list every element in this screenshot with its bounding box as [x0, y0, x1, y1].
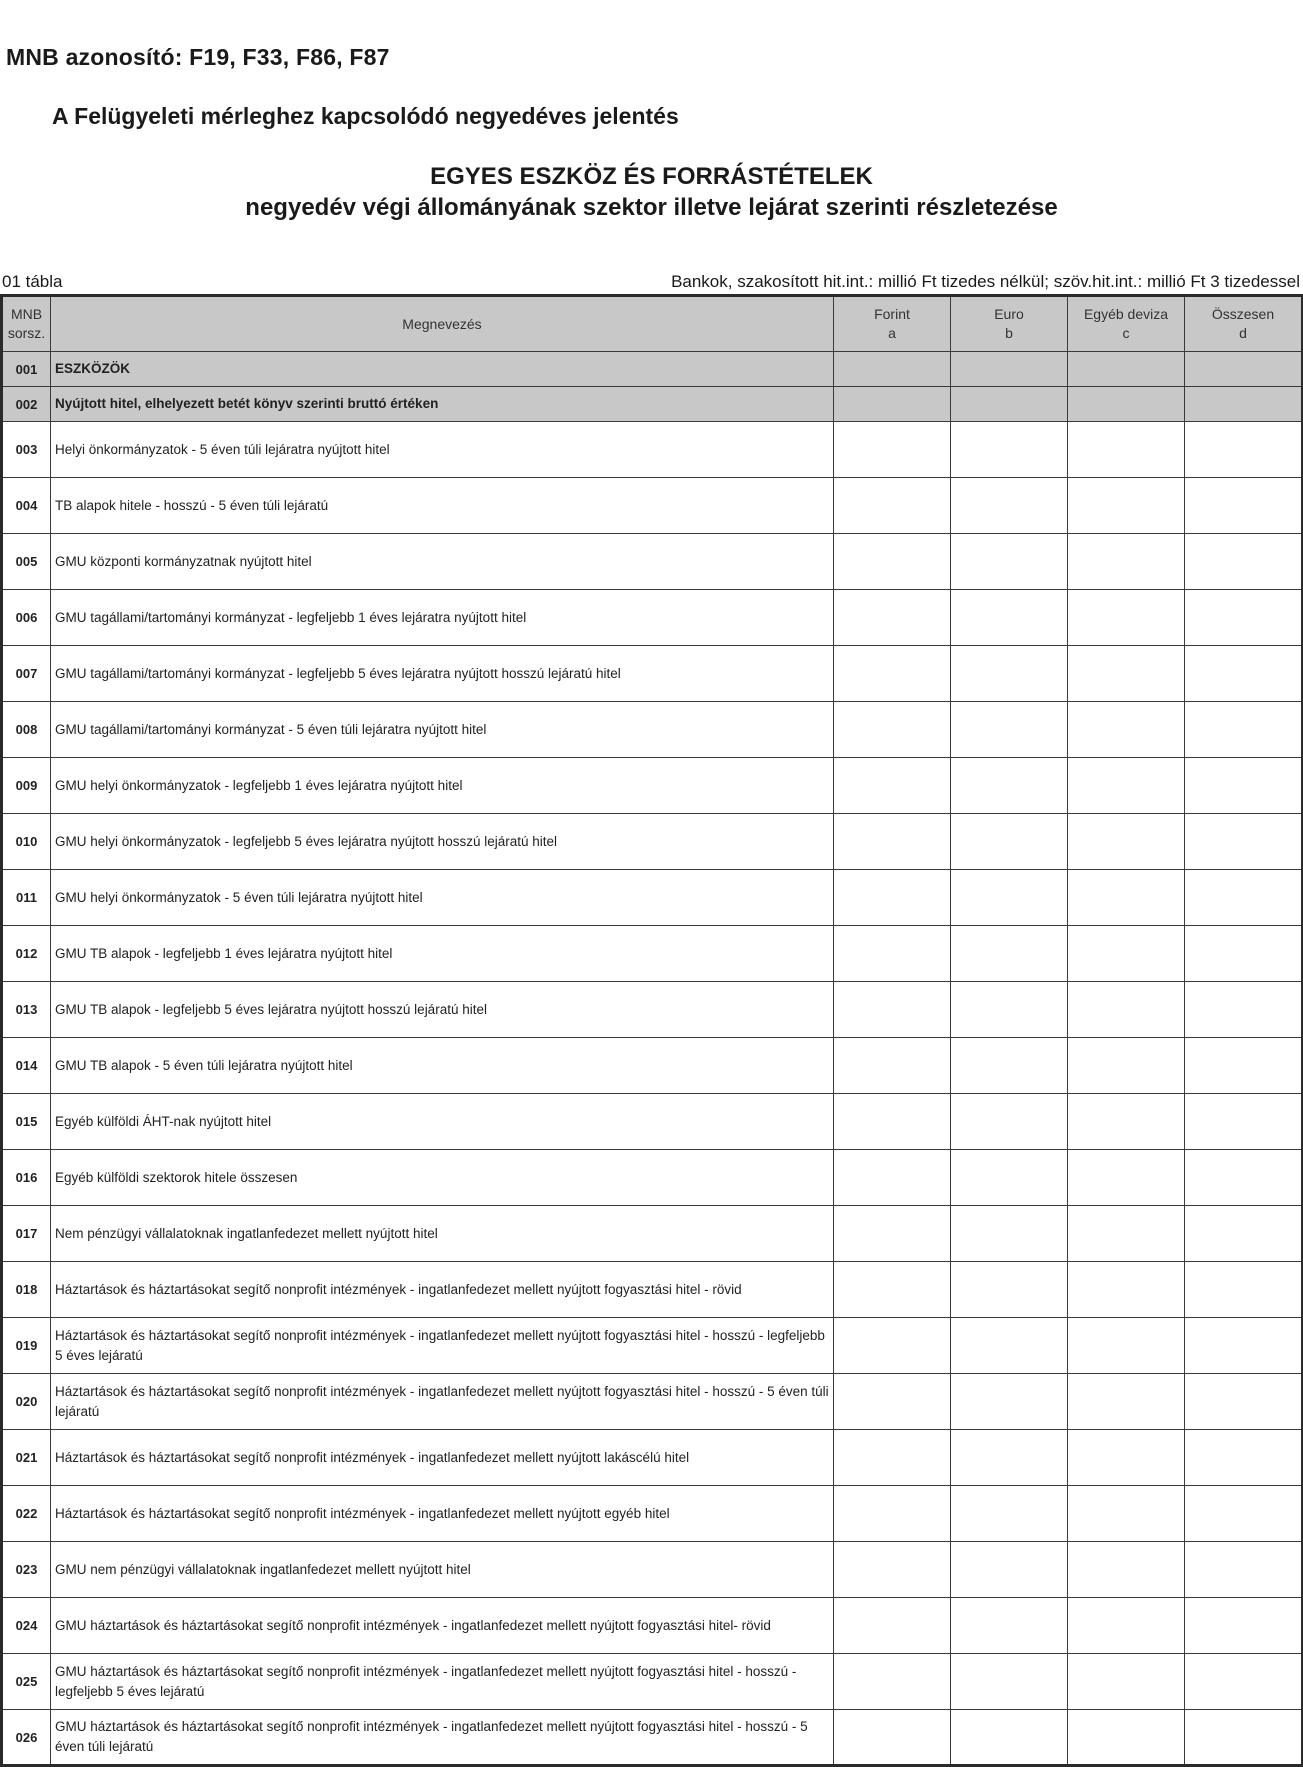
units-note: Bankok, szakosított hit.int.: millió Ft tizedes nélkül; szöv.hit.int.: millió Ft 3 tizedessel: [671, 272, 1300, 291]
value-cell-forint: [834, 352, 951, 387]
table-row: [2, 387, 1303, 422]
table-row: [2, 590, 1303, 646]
value-cell-total[interactable]: [1185, 1598, 1303, 1654]
row-code: 016: [2, 1150, 51, 1206]
row-label: GMU háztartások és háztartásokat segítő nonprofit intézmények - ingatlanfedezet mellett nyújtott fogyasztási hitel - hosszú - 5 éven túli lejáratú: [51, 1710, 834, 1766]
row-code: 014: [2, 1038, 51, 1094]
main-title: [0, 161, 1303, 223]
column-header-other-currency-label: Egyéb deviza: [1083, 306, 1169, 322]
value-cell-euro: [951, 352, 1068, 387]
value-cell-euro[interactable]: [951, 422, 1068, 478]
row-label: ESZKÖZÖK: [51, 352, 834, 387]
value-cell-forint[interactable]: [834, 1318, 951, 1374]
value-cell-forint[interactable]: [834, 1486, 951, 1542]
column-header-name: Megnevezés: [51, 296, 834, 352]
value-cell-other-currency[interactable]: [1068, 534, 1185, 590]
value-cell-total: [1185, 387, 1303, 422]
value-cell-other-currency[interactable]: [1068, 982, 1185, 1038]
value-cell-total[interactable]: [1185, 1318, 1303, 1374]
table-row: [2, 758, 1303, 814]
value-cell-total[interactable]: [1185, 926, 1303, 982]
table-row: [2, 1542, 1303, 1598]
value-cell-other-currency[interactable]: [1068, 758, 1185, 814]
value-cell-euro[interactable]: [951, 702, 1068, 758]
row-code: 005: [2, 534, 51, 590]
value-cell-euro[interactable]: [951, 1094, 1068, 1150]
value-cell-total[interactable]: [1185, 1374, 1303, 1430]
column-header-total: [1185, 296, 1303, 352]
table-row: [2, 1262, 1303, 1318]
table-id: 01 tábla: [2, 272, 63, 291]
value-cell-other-currency[interactable]: [1068, 702, 1185, 758]
table-row: [2, 1094, 1303, 1150]
value-cell-euro[interactable]: [951, 1374, 1068, 1430]
row-label: Helyi önkormányzatok - 5 éven túli lejáratra nyújtott hitel: [51, 422, 834, 478]
value-cell-euro[interactable]: [951, 590, 1068, 646]
column-header-total-letter: d: [1239, 325, 1247, 341]
value-cell-total[interactable]: [1185, 814, 1303, 870]
table-row: [2, 352, 1303, 387]
row-label: GMU központi kormányzatnak nyújtott hitel: [51, 534, 834, 590]
value-cell-other-currency[interactable]: [1068, 1542, 1185, 1598]
value-cell-other-currency[interactable]: [1068, 926, 1185, 982]
value-cell-euro[interactable]: [951, 1318, 1068, 1374]
table-row: [2, 1710, 1303, 1766]
row-label: GMU TB alapok - legfeljebb 1 éves lejáratra nyújtott hitel: [51, 926, 834, 982]
column-header-other-currency: [1068, 296, 1185, 352]
value-cell-euro[interactable]: [951, 1598, 1068, 1654]
value-cell-euro[interactable]: [951, 1206, 1068, 1262]
row-label: Háztartások és háztartásokat segítő nonprofit intézmények - ingatlanfedezet mellett nyújtott fogyasztási hitel - hosszú - legfeljebb 5 éves lejáratú: [51, 1318, 834, 1374]
column-header-euro: [951, 296, 1068, 352]
value-cell-forint[interactable]: [834, 422, 951, 478]
row-code: 021: [2, 1430, 51, 1486]
mnb-identifier: MNB azonosító: F19, F33, F86, F87: [6, 44, 390, 70]
value-cell-total[interactable]: [1185, 982, 1303, 1038]
row-label: GMU helyi önkormányzatok - legfeljebb 1 éves lejáratra nyújtott hitel: [51, 758, 834, 814]
value-cell-forint: [834, 387, 951, 422]
value-cell-other-currency[interactable]: [1068, 590, 1185, 646]
row-code: 004: [2, 478, 51, 534]
column-header-euro-letter: b: [1005, 325, 1013, 341]
table-row: [2, 1654, 1303, 1710]
row-label: GMU TB alapok - legfeljebb 5 éves lejáratra nyújtott hosszú lejáratú hitel: [51, 982, 834, 1038]
value-cell-total[interactable]: [1185, 702, 1303, 758]
value-cell-forint[interactable]: [834, 702, 951, 758]
row-label: GMU háztartások és háztartásokat segítő nonprofit intézmények - ingatlanfedezet mellett nyújtott fogyasztási hitel- rövid: [51, 1598, 834, 1654]
value-cell-forint[interactable]: [834, 1542, 951, 1598]
value-cell-total[interactable]: [1185, 1094, 1303, 1150]
value-cell-forint[interactable]: [834, 982, 951, 1038]
row-code: 010: [2, 814, 51, 870]
value-cell-forint[interactable]: [834, 814, 951, 870]
row-label: Egyéb külföldi szektorok hitele összesen: [51, 1150, 834, 1206]
value-cell-other-currency[interactable]: [1068, 1150, 1185, 1206]
value-cell-euro[interactable]: [951, 646, 1068, 702]
value-cell-euro: [951, 387, 1068, 422]
value-cell-forint[interactable]: [834, 1094, 951, 1150]
row-code: 001: [2, 352, 51, 387]
row-code: 017: [2, 1206, 51, 1262]
table-row: [2, 1206, 1303, 1262]
row-code: 011: [2, 870, 51, 926]
value-cell-euro[interactable]: [951, 1430, 1068, 1486]
table-row: [2, 1598, 1303, 1654]
table-row: [2, 478, 1303, 534]
table-row: [2, 1038, 1303, 1094]
value-cell-forint[interactable]: [834, 1206, 951, 1262]
value-cell-forint[interactable]: [834, 1654, 951, 1710]
row-label: GMU helyi önkormányzatok - legfeljebb 5 éves lejáratra nyújtott hosszú lejáratú hitel: [51, 814, 834, 870]
table-header-row: [2, 296, 1303, 352]
value-cell-forint[interactable]: [834, 926, 951, 982]
row-code: 013: [2, 982, 51, 1038]
column-header-forint: [834, 296, 951, 352]
table-row: [2, 1430, 1303, 1486]
value-cell-forint[interactable]: [834, 1150, 951, 1206]
value-cell-other-currency[interactable]: [1068, 1318, 1185, 1374]
table-row: [2, 982, 1303, 1038]
row-label: Háztartások és háztartásokat segítő nonprofit intézmények - ingatlanfedezet mellett nyújtott fogyasztási hitel - hosszú - 5 éven túli lejáratú: [51, 1374, 834, 1430]
row-code: 020: [2, 1374, 51, 1430]
row-label: GMU tagállami/tartományi kormányzat - 5 éven túli lejáratra nyújtott hitel: [51, 702, 834, 758]
row-code: 023: [2, 1542, 51, 1598]
row-code: 008: [2, 702, 51, 758]
value-cell-euro[interactable]: [951, 1150, 1068, 1206]
report-table: [0, 294, 1303, 1767]
column-header-code-line-2: sorsz.: [7, 325, 46, 341]
row-code: 026: [2, 1710, 51, 1766]
value-cell-other-currency: [1068, 387, 1185, 422]
row-code: 019: [2, 1318, 51, 1374]
row-code: 015: [2, 1094, 51, 1150]
column-header-code-line-1: MNB: [10, 306, 43, 322]
value-cell-other-currency[interactable]: [1068, 1486, 1185, 1542]
main-title-line-1: EGYES ESZKÖZ ÉS FORRÁSTÉTELEK: [430, 163, 873, 190]
value-cell-other-currency[interactable]: [1068, 1598, 1185, 1654]
row-label: GMU nem pénzügyi vállalatoknak ingatlanfedezet mellett nyújtott hitel: [51, 1542, 834, 1598]
value-cell-euro[interactable]: [951, 1710, 1068, 1766]
column-header-forint-letter: a: [888, 325, 896, 341]
row-label: Egyéb külföldi ÁHT-nak nyújtott hitel: [51, 1094, 834, 1150]
value-cell-total[interactable]: [1185, 478, 1303, 534]
value-cell-other-currency[interactable]: [1068, 1206, 1185, 1262]
table-row: [2, 926, 1303, 982]
row-label: GMU TB alapok - 5 éven túli lejáratra nyújtott hitel: [51, 1038, 834, 1094]
value-cell-forint[interactable]: [834, 870, 951, 926]
value-cell-euro[interactable]: [951, 1486, 1068, 1542]
row-label: Háztartások és háztartásokat segítő nonprofit intézmények - ingatlanfedezet mellett nyújtott egyéb hitel: [51, 1486, 834, 1542]
value-cell-total[interactable]: [1185, 870, 1303, 926]
row-label: GMU helyi önkormányzatok - 5 éven túli lejáratra nyújtott hitel: [51, 870, 834, 926]
value-cell-euro[interactable]: [951, 870, 1068, 926]
value-cell-total[interactable]: [1185, 1206, 1303, 1262]
table-row: [2, 646, 1303, 702]
value-cell-other-currency[interactable]: [1068, 1094, 1185, 1150]
value-cell-forint[interactable]: [834, 1374, 951, 1430]
value-cell-other-currency[interactable]: [1068, 814, 1185, 870]
value-cell-total[interactable]: [1185, 422, 1303, 478]
value-cell-other-currency[interactable]: [1068, 1654, 1185, 1710]
row-label: GMU háztartások és háztartásokat segítő nonprofit intézmények - ingatlanfedezet mellett nyújtott fogyasztási hitel - hosszú - legfeljebb 5 éves lejáratú: [51, 1654, 834, 1710]
value-cell-euro[interactable]: [951, 1542, 1068, 1598]
column-header-euro-label: Euro: [994, 306, 1024, 322]
value-cell-total[interactable]: [1185, 534, 1303, 590]
row-code: 025: [2, 1654, 51, 1710]
report-table-body: [2, 352, 1303, 1766]
row-label: TB alapok hitele - hosszú - 5 éven túli lejáratú: [51, 478, 834, 534]
value-cell-forint[interactable]: [834, 1598, 951, 1654]
value-cell-total[interactable]: [1185, 1710, 1303, 1766]
value-cell-other-currency[interactable]: [1068, 1038, 1185, 1094]
value-cell-euro[interactable]: [951, 926, 1068, 982]
value-cell-other-currency[interactable]: [1068, 870, 1185, 926]
row-label: Háztartások és háztartásokat segítő nonprofit intézmények - ingatlanfedezet mellett nyújtott lakáscélú hitel: [51, 1430, 834, 1486]
row-code: 007: [2, 646, 51, 702]
value-cell-other-currency[interactable]: [1068, 1430, 1185, 1486]
value-cell-forint[interactable]: [834, 758, 951, 814]
table-row: [2, 702, 1303, 758]
row-label: GMU tagállami/tartományi kormányzat - legfeljebb 5 éves lejáratra nyújtott hosszú lejáratú hitel: [51, 646, 834, 702]
value-cell-euro[interactable]: [951, 814, 1068, 870]
value-cell-total[interactable]: [1185, 1150, 1303, 1206]
value-cell-other-currency[interactable]: [1068, 1374, 1185, 1430]
table-row: [2, 814, 1303, 870]
row-code: 022: [2, 1486, 51, 1542]
row-code: 012: [2, 926, 51, 982]
value-cell-euro[interactable]: [951, 1654, 1068, 1710]
value-cell-euro[interactable]: [951, 478, 1068, 534]
value-cell-euro[interactable]: [951, 534, 1068, 590]
row-code: 002: [2, 387, 51, 422]
row-label: GMU tagállami/tartományi kormányzat - legfeljebb 1 éves lejáratra nyújtott hitel: [51, 590, 834, 646]
value-cell-total[interactable]: [1185, 1262, 1303, 1318]
main-title-line-2: negyedév végi állományának szektor illetve lejárat szerinti részletezése: [245, 194, 1058, 221]
report-title: A Felügyeleti mérleghez kapcsolódó negyedéves jelentés: [52, 103, 679, 129]
table-row: [2, 534, 1303, 590]
row-code: 018: [2, 1262, 51, 1318]
column-header-total-label: Összesen: [1211, 306, 1275, 322]
column-header-other-currency-letter: c: [1122, 325, 1130, 341]
table-row: [2, 1486, 1303, 1542]
row-code: 009: [2, 758, 51, 814]
value-cell-forint[interactable]: [834, 590, 951, 646]
value-cell-total[interactable]: [1185, 646, 1303, 702]
value-cell-forint[interactable]: [834, 478, 951, 534]
table-row: [2, 870, 1303, 926]
value-cell-total[interactable]: [1185, 758, 1303, 814]
value-cell-forint[interactable]: [834, 1710, 951, 1766]
value-cell-forint[interactable]: [834, 534, 951, 590]
table-row: [2, 1374, 1303, 1430]
row-code: 003: [2, 422, 51, 478]
value-cell-total[interactable]: [1185, 590, 1303, 646]
column-header-code: [2, 296, 51, 352]
value-cell-euro[interactable]: [951, 758, 1068, 814]
row-label: Háztartások és háztartásokat segítő nonprofit intézmények - ingatlanfedezet mellett nyújtott fogyasztási hitel - rövid: [51, 1262, 834, 1318]
row-label: Nem pénzügyi vállalatoknak ingatlanfedezet mellett nyújtott hitel: [51, 1206, 834, 1262]
value-cell-total[interactable]: [1185, 1486, 1303, 1542]
value-cell-other-currency[interactable]: [1068, 1262, 1185, 1318]
table-row: [2, 422, 1303, 478]
value-cell-total[interactable]: [1185, 1038, 1303, 1094]
column-header-forint-label: Forint: [874, 306, 910, 322]
table-row: [2, 1318, 1303, 1374]
value-cell-forint[interactable]: [834, 646, 951, 702]
row-label: Nyújtott hitel, elhelyezett betét könyv szerinti bruttó értéken: [51, 387, 834, 422]
value-cell-other-currency: [1068, 352, 1185, 387]
value-cell-forint[interactable]: [834, 1262, 951, 1318]
value-cell-total[interactable]: [1185, 1542, 1303, 1598]
value-cell-total[interactable]: [1185, 1654, 1303, 1710]
value-cell-other-currency[interactable]: [1068, 1710, 1185, 1766]
row-code: 006: [2, 590, 51, 646]
value-cell-euro[interactable]: [951, 1262, 1068, 1318]
value-cell-forint[interactable]: [834, 1430, 951, 1486]
row-code: 024: [2, 1598, 51, 1654]
value-cell-other-currency[interactable]: [1068, 478, 1185, 534]
value-cell-other-currency[interactable]: [1068, 422, 1185, 478]
value-cell-euro[interactable]: [951, 982, 1068, 1038]
value-cell-total[interactable]: [1185, 1430, 1303, 1486]
value-cell-total: [1185, 352, 1303, 387]
table-row: [2, 1150, 1303, 1206]
value-cell-forint[interactable]: [834, 1038, 951, 1094]
value-cell-euro[interactable]: [951, 1038, 1068, 1094]
value-cell-other-currency[interactable]: [1068, 646, 1185, 702]
